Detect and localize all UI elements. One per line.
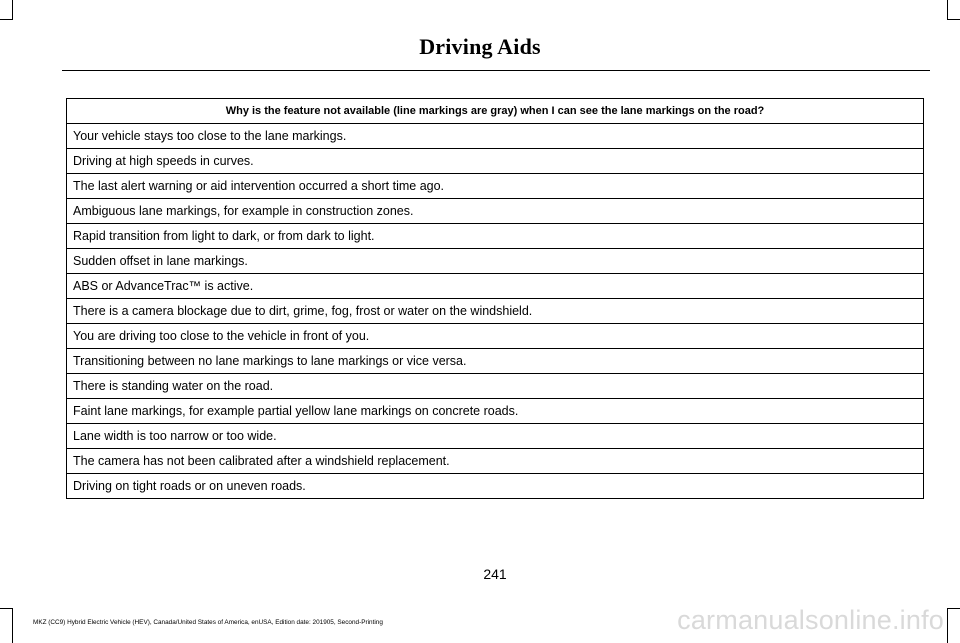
table-cell: ABS or AdvanceTrac™ is active. [67, 274, 924, 299]
table-cell: You are driving too close to the vehicle in front of you. [67, 324, 924, 349]
watermark: carmanualsonline.info [677, 605, 944, 635]
table-cell: Ambiguous lane markings, for example in construction zones. [67, 199, 924, 224]
table-row [67, 174, 924, 199]
table-row [67, 374, 924, 399]
table-row [67, 474, 924, 499]
table-cell: Rapid transition from light to dark, or from dark to light. [67, 224, 924, 249]
table-row [67, 149, 924, 174]
crop-mark-bottom-left-horizontal [0, 608, 13, 609]
table-row [67, 199, 924, 224]
table-cell: The camera has not been calibrated after a windshield replacement. [67, 449, 924, 474]
table-row [67, 124, 924, 149]
page-title: Driving Aids [419, 34, 541, 59]
table-row [67, 424, 924, 449]
table-cell: Driving at high speeds in curves. [67, 149, 924, 174]
table-header-row [67, 99, 924, 124]
crop-mark-bottom-right-vertical [947, 608, 948, 643]
table-row [67, 299, 924, 324]
table-cell: Your vehicle stays too close to the lane markings. [67, 124, 924, 149]
table-cell: Faint lane markings, for example partial yellow lane markings on concrete roads. [67, 399, 924, 424]
edition-footer: MKZ (CC9) Hybrid Electric Vehicle (HEV), Canada/United States of America, enUSA, Edition date: 201905, Second-Printing [33, 619, 383, 626]
table-header: Why is the feature not available (line markings are gray) when I can see the lane markings on the road? [67, 99, 924, 124]
page-number: 241 [483, 566, 507, 582]
table-row [67, 224, 924, 249]
table-cell: Sudden offset in lane markings. [67, 249, 924, 274]
table-row [67, 249, 924, 274]
crop-mark-bottom-right-horizontal [947, 608, 960, 609]
table-cell: There is a camera blockage due to dirt, grime, fog, frost or water on the windshield. [67, 299, 924, 324]
table-cell: Lane width is too narrow or too wide. [67, 424, 924, 449]
table-row [67, 349, 924, 374]
crop-mark-bottom-left-vertical [12, 608, 13, 643]
title-divider [62, 70, 930, 71]
crop-mark-top-left-vertical [12, 0, 13, 20]
table-row [67, 324, 924, 349]
table-row [67, 399, 924, 424]
table-cell: Transitioning between no lane markings to lane markings or vice versa. [67, 349, 924, 374]
table-cell: The last alert warning or aid intervention occurred a short time ago. [67, 174, 924, 199]
troubleshooting-table [66, 98, 924, 499]
crop-mark-top-right-horizontal [947, 19, 960, 20]
table-row [67, 449, 924, 474]
table-cell: Driving on tight roads or on uneven roads. [67, 474, 924, 499]
crop-mark-top-right-vertical [947, 0, 948, 20]
table-row [67, 274, 924, 299]
crop-mark-top-left-horizontal [0, 19, 13, 20]
table-cell: There is standing water on the road. [67, 374, 924, 399]
